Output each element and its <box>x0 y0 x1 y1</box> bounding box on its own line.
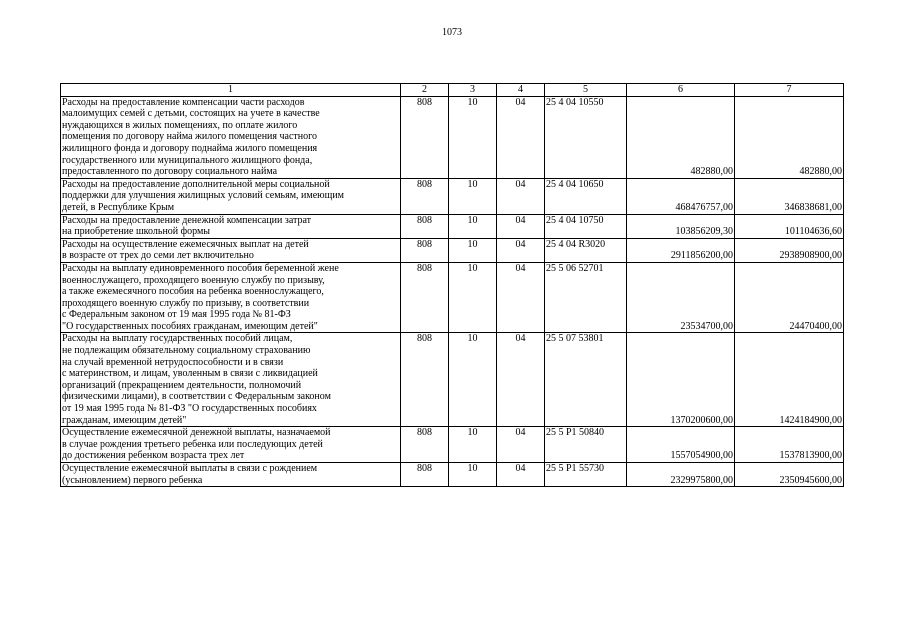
sum-year-1: 1370200600,00 <box>627 333 735 427</box>
page-number: 1073 <box>442 27 462 38</box>
target-article-code: 25 5 P1 55730 <box>545 463 627 487</box>
column-header-name: 1 <box>61 84 401 97</box>
section-code: 10 <box>449 262 497 333</box>
grbs-code: 808 <box>401 214 449 238</box>
section-code: 10 <box>449 214 497 238</box>
budget-table <box>60 83 844 487</box>
expense-name: Осуществление ежемесячной денежной выплаты, назначаемой в случае рождения третьего ребенка или последующих детей до достижения ребенком возраста трех лет <box>61 427 401 463</box>
subsection-code: 04 <box>497 427 545 463</box>
grbs-code: 808 <box>401 427 449 463</box>
section-code: 10 <box>449 238 497 262</box>
sum-year-1: 103856209,30 <box>627 214 735 238</box>
expense-name: Расходы на предоставление дополнительной меры социальной поддержки для улучшения жилищных условий семьям, имеющим детей, в Республике Крым <box>61 178 401 214</box>
section-code: 10 <box>449 178 497 214</box>
column-header-subsection: 4 <box>497 84 545 97</box>
section-code: 10 <box>449 427 497 463</box>
sum-year-1: 1557054900,00 <box>627 427 735 463</box>
subsection-code: 04 <box>497 262 545 333</box>
table-row <box>61 262 844 333</box>
expense-name: Расходы на выплату единовременного пособия беременной жене военнослужащего, проходящего военную службу по призыву, а также ежемесячного пособия на ребенка военнослужащего, проходящего военную службу по призыву, в соответствии с Федеральным законом от 19 мая 1995 года № 81-ФЗ "О государственных пособиях гражданам, имеющим детей" <box>61 262 401 333</box>
target-article-code: 25 4 04 10650 <box>545 178 627 214</box>
sum-year-2: 2350945600,00 <box>735 463 844 487</box>
section-code: 10 <box>449 333 497 427</box>
table-row <box>61 427 844 463</box>
subsection-code: 04 <box>497 178 545 214</box>
column-header-sum-year-2: 7 <box>735 84 844 97</box>
sum-year-2: 101104636,60 <box>735 214 844 238</box>
expense-name: Расходы на предоставление денежной компенсации затрат на приобретение школьной формы <box>61 214 401 238</box>
table-row <box>61 333 844 427</box>
target-article-code: 25 5 07 53801 <box>545 333 627 427</box>
target-article-code: 25 4 04 R3020 <box>545 238 627 262</box>
sum-year-1: 2329975800,00 <box>627 463 735 487</box>
column-header-section: 3 <box>449 84 497 97</box>
expense-name: Расходы на осуществление ежемесячных выплат на детей в возрасте от трех до семи лет включительно <box>61 238 401 262</box>
table-row <box>61 96 844 178</box>
sum-year-2: 1537813900,00 <box>735 427 844 463</box>
target-article-code: 25 4 04 10750 <box>545 214 627 238</box>
grbs-code: 808 <box>401 96 449 178</box>
expense-name: Расходы на выплату государственных пособий лицам, не подлежащим обязательному социальному страхованию на случай временной нетрудоспособности и в связи с материнством, и лицам, уволенным в связи с ликвидацией организаций (прекращением деятельности, полномочий физическими лицами), в соответствии с Федеральным законом от 19 мая 1995 года № 81-ФЗ "О государственных пособиях гражданам, имеющим детей" <box>61 333 401 427</box>
sum-year-2: 482880,00 <box>735 96 844 178</box>
grbs-code: 808 <box>401 463 449 487</box>
sum-year-1: 468476757,00 <box>627 178 735 214</box>
target-article-code: 25 5 P1 50840 <box>545 427 627 463</box>
table-row <box>61 238 844 262</box>
sum-year-1: 482880,00 <box>627 96 735 178</box>
section-code: 10 <box>449 96 497 178</box>
sum-year-1: 23534700,00 <box>627 262 735 333</box>
expense-name: Осуществление ежемесячной выплаты в связи с рождением (усыновлением) первого ребенка <box>61 463 401 487</box>
table-row <box>61 463 844 487</box>
column-header-grbs: 2 <box>401 84 449 97</box>
sum-year-1: 2911856200,00 <box>627 238 735 262</box>
target-article-code: 25 4 04 10550 <box>545 96 627 178</box>
column-header-target-article: 5 <box>545 84 627 97</box>
subsection-code: 04 <box>497 238 545 262</box>
expense-name: Расходы на предоставление компенсации части расходов малоимущих семей с детьми, состоящих на учете в качестве нуждающихся в жилых помещениях, по оплате жилого помещения по договору найма жилого помещения частного жилищного фонда и договору поднайма жилого помещения государственного или муниципального жилищного фонда, предоставленного по договору социального найма <box>61 96 401 178</box>
table-row <box>61 214 844 238</box>
header-row <box>61 84 844 97</box>
subsection-code: 04 <box>497 214 545 238</box>
target-article-code: 25 5 06 52701 <box>545 262 627 333</box>
grbs-code: 808 <box>401 238 449 262</box>
grbs-code: 808 <box>401 333 449 427</box>
table-row <box>61 178 844 214</box>
subsection-code: 04 <box>497 96 545 178</box>
subsection-code: 04 <box>497 333 545 427</box>
column-header-sum-year-1: 6 <box>627 84 735 97</box>
grbs-code: 808 <box>401 178 449 214</box>
sum-year-2: 2938908900,00 <box>735 238 844 262</box>
grbs-code: 808 <box>401 262 449 333</box>
subsection-code: 04 <box>497 463 545 487</box>
sum-year-2: 346838681,00 <box>735 178 844 214</box>
sum-year-2: 1424184900,00 <box>735 333 844 427</box>
section-code: 10 <box>449 463 497 487</box>
sum-year-2: 24470400,00 <box>735 262 844 333</box>
